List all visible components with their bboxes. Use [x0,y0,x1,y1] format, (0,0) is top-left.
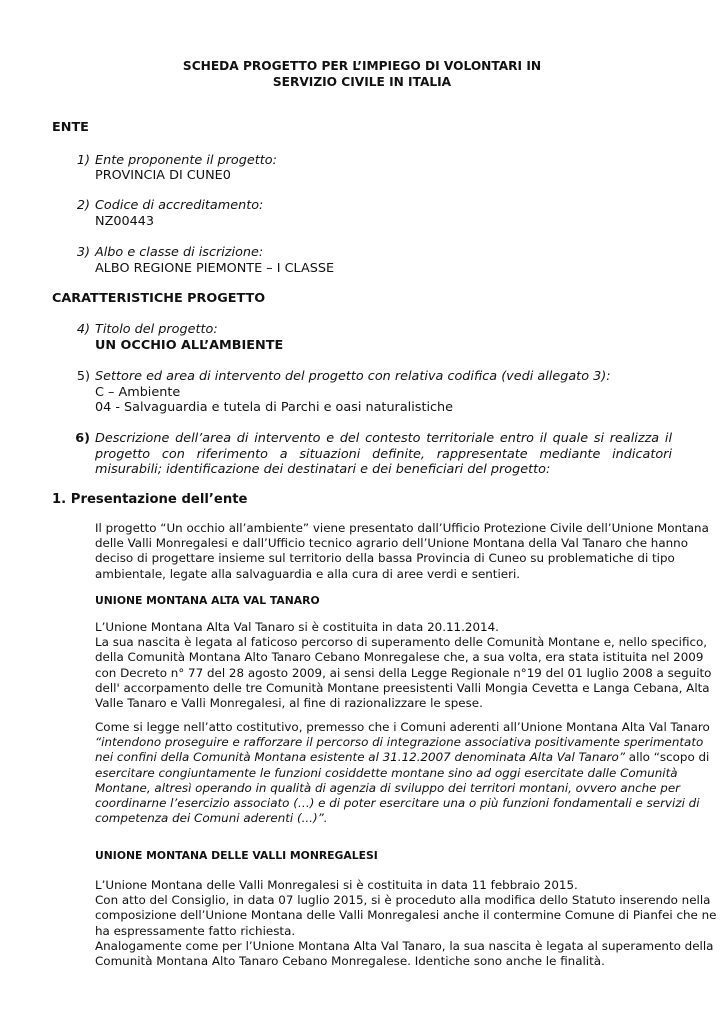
item-1-value: PROVINCIA DI CUNE0 [95,168,231,183]
item-4-label: Titolo del progetto: [95,322,218,337]
paragraph-line: con Decreto n° 77 del 28 agosto 2009, ai sensi della Legge Regionale n°19 del 01 luglio 2008 a seguito [95,665,712,680]
paragraph-line: composizione dell’Unione Montana delle Valli Monregalesi anche il contermine Comune di Pianfei che ne [95,908,717,923]
paragraph-line: Valle Tanaro e Valli Monregalesi, al fine di razionalizzare le spese. [95,696,483,711]
paragraph-line: competenza dei Comuni aderenti (...)”. [95,811,328,826]
alta-val-tanaro-para-2 [95,720,710,826]
item-5-label: Settore ed area di intervento del progetto con relativa codifica (vedi allegato 3): [95,369,611,384]
paragraph-line: esercitare congiuntamente le funzioni cosiddette montane sino ad oggi esercitate dalle Comunità [95,765,678,780]
alta-val-tanaro-heading: UNIONE MONTANA ALTA VAL TANARO [95,594,320,607]
paragraph-line: Analogamente come per l’Unione Montana Alta Val Tanaro, la sua nascita è legata al superamento della [95,938,714,953]
item-5-number: 5) [76,369,90,384]
paragraph-line: L’Unione Montana delle Valli Monregalesi si è costituita in data 11 febbraio 2015. [95,878,578,892]
paragraph-line: Comunità Montana Alto Tanaro Cebano Monregalese. Identiche sono anche le finalità. [95,954,605,969]
item-3-label: Albo e classe di iscrizione: [95,245,264,260]
paragraph-line: coordinarne l’esercizio associato (…) e di poter esercitare una o più funzioni fondamentali e servizi di [95,796,700,811]
paragraph-line: ha espressamente fatto richiesta. [95,923,296,938]
paragraph-line: della Comunità Montana Alto Tanaro Cebano Monregalese che, a sua volta, era stata istituita nel 2009 [95,650,704,665]
paragraph-line: “intendono proseguire e rafforzare il percorso di integrazione associativa positivamente sperimentato [95,735,704,750]
presentazione-heading: 1. Presentazione dell’ente [52,492,248,507]
connector-text: allo “scopo di [625,750,710,765]
paragraph-line: Come si legge nell’atto costitutivo, premesso che i Comuni aderenti all’Unione Montana Alta Val Tanaro [95,720,710,734]
item-5-value-1: C – Ambiente [95,385,181,400]
alta-val-tanaro-para-1 [95,620,712,711]
item-2-value: NZ00443 [95,214,155,229]
item-4-number: 4) [76,322,90,337]
item-6-label: Descrizione dell’area di intervento e del contesto territoriale entro il quale si realizza il progetto con riferimento a situazioni definite, rappresentate mediante indicatori misurabili; identificazione dei destinatari e dei beneficiari del progetto: [95,431,672,477]
item-3-value: ALBO REGIONE PIEMONTE – I CLASSE [95,261,335,276]
item-3-number: 3) [76,245,90,260]
presentazione-intro [95,521,709,582]
caratteristiche-heading: CARATTERISTICHE PROGETTO [52,291,266,306]
paragraph-line: La sua nascita è legata al faticoso percorso di superamento delle Comunità Montane e, nello specifico, [95,635,708,650]
item-6-number: 6) [75,431,90,446]
title-line-2: SERVIZIO CIVILE IN ITALIA [272,75,452,89]
intro-line: ambientale, legate alla salvaguardia e alla cura di aree verdi e sentieri. [95,566,521,581]
paragraph-line [95,750,710,765]
item-2-number: 2) [76,198,90,213]
title-line-1: SCHEDA PROGETTO PER L’IMPIEGO DI VOLONTARI IN [182,59,542,73]
item-4-value: UN OCCHIO ALL’AMBIENTE [95,338,284,353]
paragraph-line: L’Unione Montana Alta Val Tanaro si è costituita in data 20.11.2014. [95,620,499,634]
document-title [120,58,604,90]
item-1-label: Ente proponente il progetto: [95,153,277,168]
quoted-text: nei confini della Comunità Montana esistente al 31.12.2007 denominata Alta Val Tanaro” [95,750,625,765]
valli-monregalesi-heading: UNIONE MONTANA DELLE VALLI MONREGALESI [95,849,378,862]
valli-monregalesi-para [95,878,717,969]
ente-heading: ENTE [52,120,89,135]
item-1-number: 1) [76,153,90,168]
intro-line: deciso di progettare insieme sul territorio della bassa Provincia di Cuneo su problematiche di tipo [95,551,675,566]
intro-line: delle Valli Monregalesi e dall’Ufficio tecnico agrario dell’Unione Montana della Val Tanaro che hanno [95,536,688,551]
paragraph-line: Con atto del Consiglio, in data 07 luglio 2015, si è proceduto alla modifica dello Statuto inserendo nella [95,893,711,908]
intro-line: Il progetto “Un occhio all’ambiente” viene presentato dall’Ufficio Protezione Civile dell’Unione Montana [95,521,709,535]
item-2-label: Codice di accreditamento: [95,198,264,213]
item-5-value-2: 04 - Salvaguardia e tutela di Parchi e oasi naturalistiche [95,400,454,415]
paragraph-line: Montane, altresì operando in qualità di agenzia di sviluppo dei territori montani, ovvero anche per [95,780,681,795]
paragraph-line: dell' accorpamento delle tre Comunità Montane preesistenti Valli Mongia Cevetta e Langa Cebana, Alta [95,680,710,695]
